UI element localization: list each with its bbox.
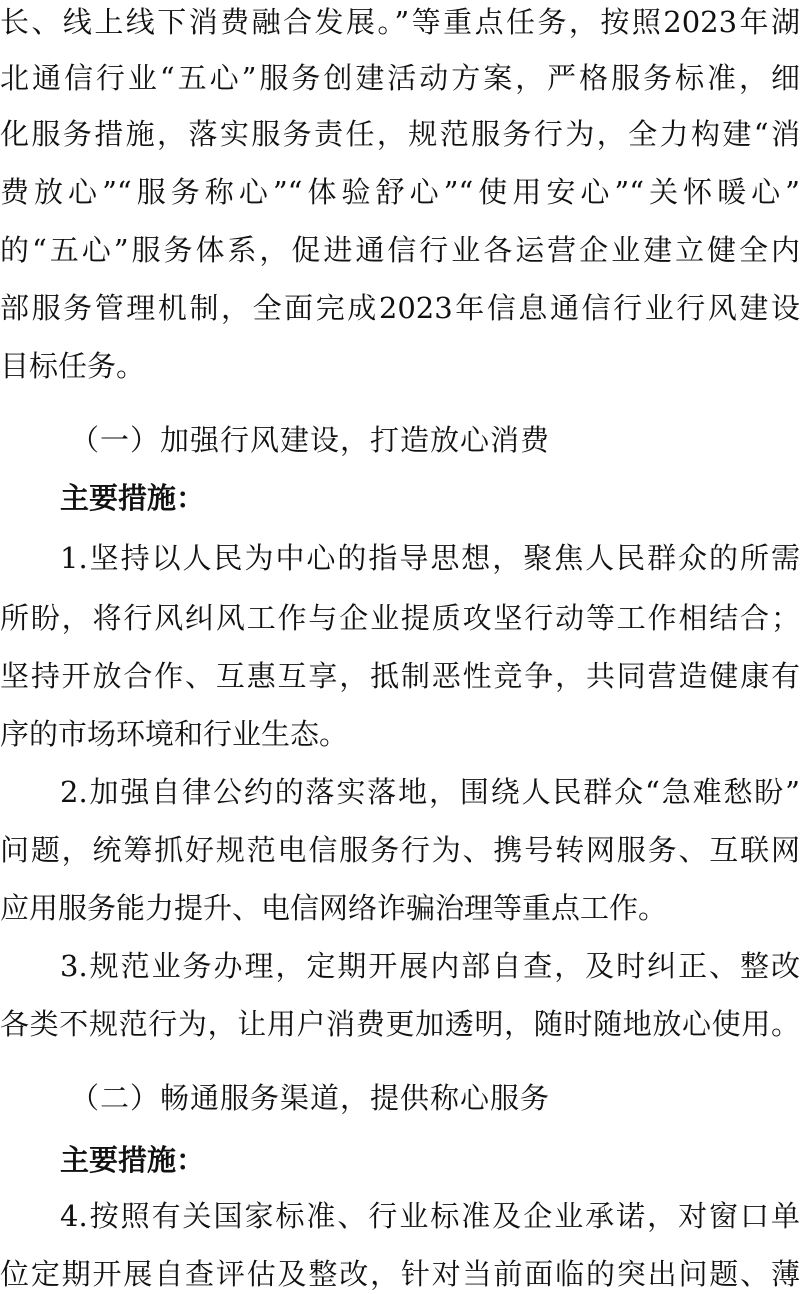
- paragraph-line: 北通信行业“五心”服务创建活动方案，严格服务标准，细: [0, 61, 800, 95]
- paragraph-line: 费放心”“服务称心”“体验舒心”“使用安心”“关怀暖心”: [0, 175, 800, 209]
- item-line: 各类不规范行为，让用户消费更加透明，随时随地放心使用。: [0, 1007, 800, 1041]
- section-heading: （一）加强行风建设，打造放心消费: [70, 423, 551, 457]
- item-line: 3.规范业务办理，定期开展内部自查，及时纠正、整改: [60, 949, 800, 983]
- measures-heading: 主要措施：: [60, 1143, 206, 1177]
- item-line: 2.加强自律公约的落实落地，围绕人民群众“急难愁盼”: [60, 775, 800, 809]
- paragraph-line: 目标任务。: [0, 349, 146, 383]
- section-heading: （二）畅通服务渠道，提供称心服务: [70, 1081, 551, 1115]
- item-line: 所盼，将行风纠风工作与企业提质攻坚行动等工作相结合；: [0, 601, 800, 635]
- item-line: 1.坚持以人民为中心的指导思想，聚焦人民群众的所需: [60, 541, 800, 575]
- item-line: 应用服务能力提升、电信网络诈骗治理等重点工作。: [0, 891, 668, 925]
- measures-heading: 主要措施：: [60, 481, 206, 515]
- paragraph-line: 的“五心”服务体系，促进通信行业各运营企业建立健全内: [0, 233, 800, 267]
- item-line: 位定期开展自查评估及整改，针对当前面临的突出问题、薄: [0, 1257, 800, 1291]
- paragraph-line: 化服务措施，落实服务责任，规范服务行为，全力构建“消: [0, 117, 800, 151]
- item-line: 4.按照有关国家标准、行业标准及企业承诺，对窗口单: [60, 1199, 800, 1233]
- paragraph-line: 长、线上线下消费融合发展。”等重点任务，按照2023年湖: [0, 5, 800, 39]
- paragraph-line: 部服务管理机制，全面完成2023年信息通信行业行风建设: [0, 291, 800, 325]
- item-line: 问题，统筹抓好规范电信服务行为、携号转网服务、互联网: [0, 833, 800, 867]
- item-line: 坚持开放合作、互惠互享，抵制恶性竞争，共同营造健康有: [0, 659, 800, 693]
- item-line: 序的市场环境和行业生态。: [0, 717, 349, 751]
